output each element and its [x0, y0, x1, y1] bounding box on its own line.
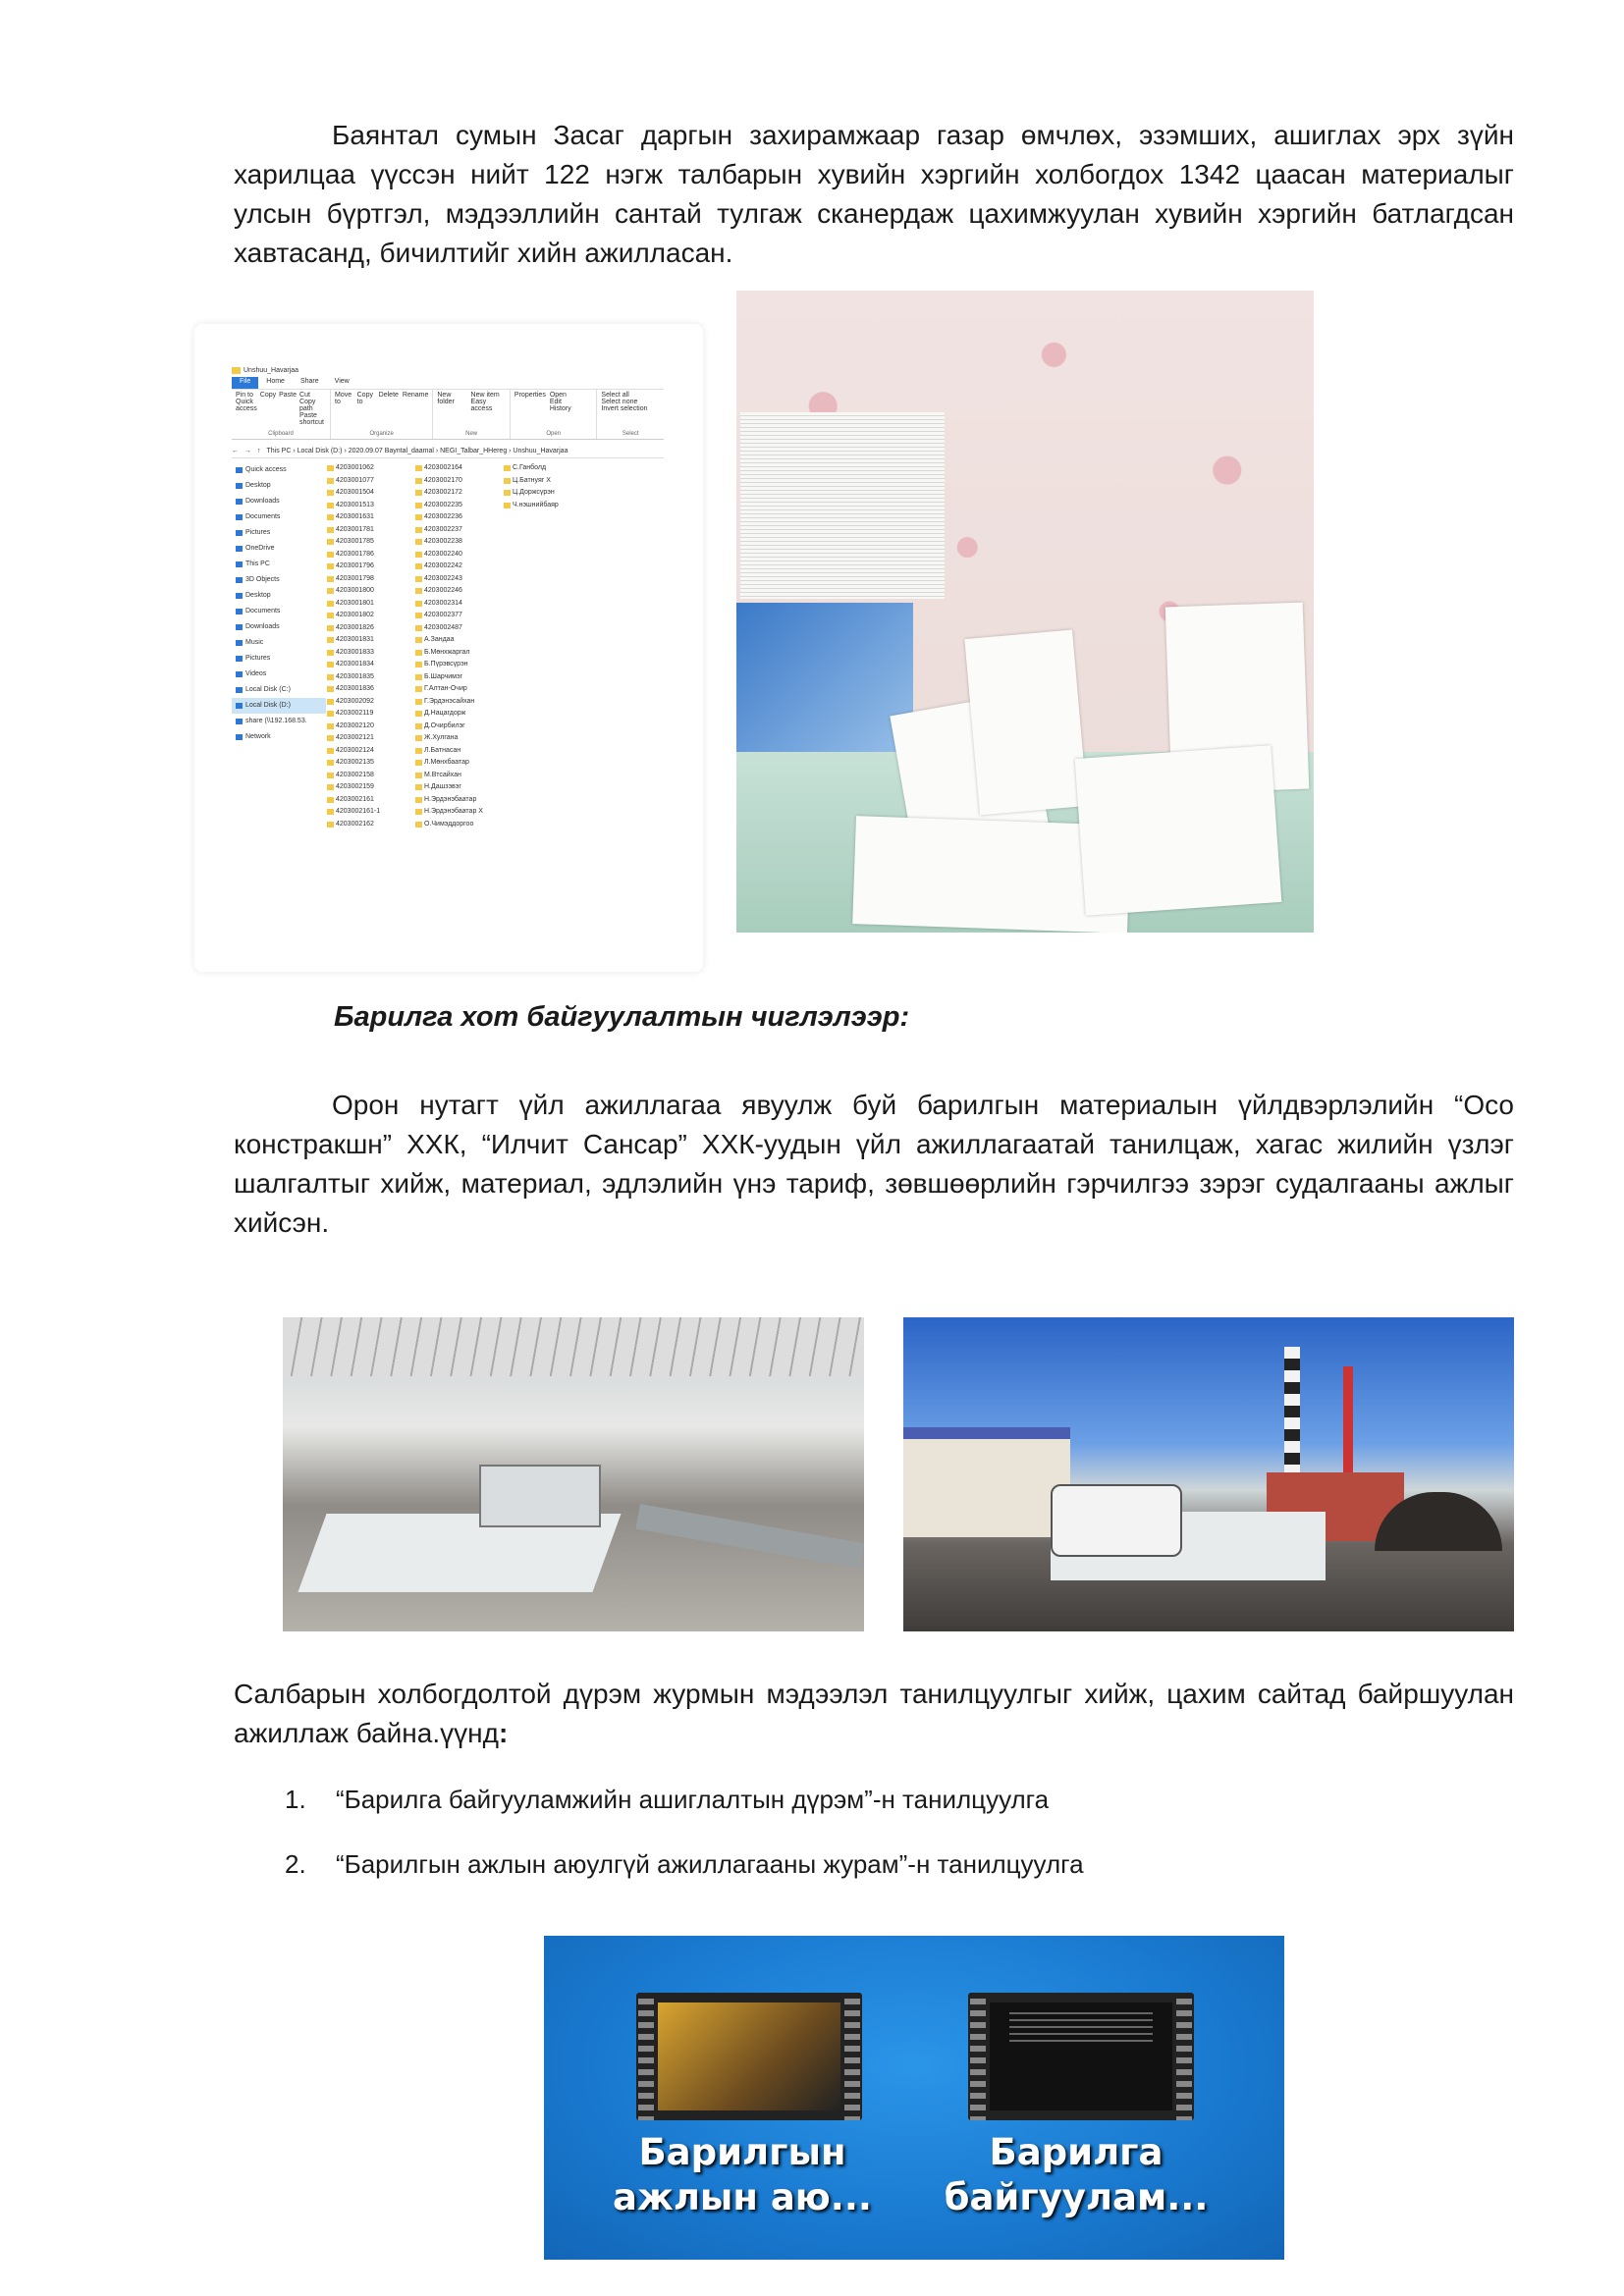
paragraph-3	[234, 1675, 1514, 1753]
folder-item[interactable]: С.Ганболд	[503, 462, 581, 475]
copy-to-button[interactable]: Copy to	[356, 392, 373, 405]
ribbon-tabs	[232, 377, 664, 390]
folder-item[interactable]: А.Зандаа	[414, 634, 493, 647]
car	[1051, 1484, 1182, 1557]
folder-item[interactable]: 4203002120	[326, 721, 405, 733]
folder-item[interactable]: Н.Эрдэнэбаатар	[414, 794, 493, 807]
video-thumbnail	[990, 2002, 1172, 2110]
nav-icon	[236, 593, 243, 599]
machine	[479, 1465, 601, 1527]
nav-icon	[236, 624, 243, 630]
nav-icon	[236, 499, 243, 505]
paste-shortcut-button[interactable]: Paste shortcut	[299, 412, 324, 426]
nav-item[interactable]	[232, 619, 326, 635]
folder-item[interactable]: Б.Мөнхжаргал	[414, 647, 493, 660]
nav-label: Downloads	[245, 623, 280, 630]
copy-button[interactable]: Copy	[259, 392, 277, 399]
nav-item[interactable]	[232, 698, 326, 714]
address-bar[interactable]	[232, 444, 664, 458]
nav-label: share (\\192.168.53.	[245, 718, 307, 724]
folder-item[interactable]: 4203002242	[414, 561, 493, 573]
video-file-icon[interactable]	[968, 1993, 1194, 2120]
nav-icon	[236, 483, 243, 489]
edit-button[interactable]: Edit	[549, 399, 562, 405]
nav-icon	[236, 609, 243, 614]
file-column-1	[326, 462, 405, 830]
file-explorer-window	[232, 363, 664, 964]
move-to-button[interactable]: Move to	[335, 392, 352, 405]
nav-label: 3D Objects	[245, 576, 280, 583]
ribbon	[232, 390, 664, 440]
desktop-icon-label[interactable]	[595, 2130, 890, 2220]
folder-item[interactable]: 4203002161	[326, 794, 405, 807]
folder-item[interactable]: 4203002487	[414, 622, 493, 635]
building	[903, 1427, 1070, 1537]
nav-icon	[236, 561, 243, 567]
document	[1075, 745, 1282, 916]
new-item-button[interactable]: New item	[470, 392, 500, 399]
folder-item[interactable]: Д.Очирбилэг	[414, 721, 493, 733]
nav-label: Pictures	[245, 655, 271, 662]
folder-item[interactable]: Г.Эрдэнэсайхан	[414, 696, 493, 709]
delete-button[interactable]: Delete	[378, 392, 399, 399]
nav-item[interactable]	[232, 462, 326, 478]
label-line: ажлын аю...	[613, 2176, 872, 2218]
address-path[interactable]: This PC › Local Disk (D:) › 2020.09.07 Bayntal_daamal › NEGI_Talbar_HHereg › Unshuu_Havarjaa	[266, 447, 568, 454]
paragraph-2	[234, 1086, 1514, 1243]
folder-item[interactable]: 4203002161-1	[326, 806, 405, 819]
easy-access-button[interactable]: Easy access	[470, 399, 493, 412]
intro-paragraph-text: Баянтал сумын Засаг даргын захирамжаар газар өмчлөх, эзэмших, ашиглах эрх зүйн харилцаа үүссэн нийт 122 нэгж талбарын хувийн хэргийн холбогдох 1342 цаасан материалыг улсын бүртгэл, мэдээллийн сантай тулгаж сканердаж цахимжуулан хувийн хэргийн батлагдсан хавтасанд, бичилтийг хийн ажилласан.	[234, 120, 1514, 268]
folder-item[interactable]: О.Чимэддоргоо	[414, 819, 493, 831]
folder-item[interactable]: Г.Алтан-Очир	[414, 683, 493, 696]
folder-icon	[232, 367, 241, 374]
nav-item[interactable]	[232, 541, 326, 557]
nav-icon	[236, 514, 243, 520]
folder-item[interactable]: Л.Мөнхбаатар	[414, 757, 493, 770]
forward-arrow-icon[interactable]: →	[244, 447, 251, 454]
folder-item[interactable]: 4203001833	[326, 647, 405, 660]
tab-file[interactable]: File	[232, 377, 258, 389]
paper-stack	[740, 412, 945, 599]
nav-item[interactable]	[232, 651, 326, 667]
folder-item[interactable]: 4203001834	[326, 659, 405, 671]
nav-icon	[236, 656, 243, 662]
folder-item[interactable]: Ц.Батнуяг Х	[503, 475, 581, 488]
back-arrow-icon[interactable]: ←	[232, 447, 239, 454]
nav-item[interactable]	[232, 557, 326, 572]
nav-label: Local Disk (C:)	[245, 686, 291, 693]
cut-button[interactable]: Cut	[299, 392, 310, 399]
up-arrow-icon[interactable]: ↑	[257, 447, 261, 454]
folder-item[interactable]: 4203002314	[414, 598, 493, 611]
folder-item[interactable]: Ц.Доржсүрэн	[503, 487, 581, 500]
folder-item[interactable]: Б.Пүрэвсүрэн	[414, 659, 493, 671]
invert-selection-button[interactable]: Invert selection	[601, 405, 648, 412]
explorer-body	[232, 458, 664, 830]
folder-item[interactable]: 4203002162	[326, 819, 405, 831]
select-none-button[interactable]: Select none	[601, 399, 638, 405]
history-button[interactable]: History	[549, 405, 571, 412]
folder-item[interactable]: 4203001504	[326, 487, 405, 500]
file-explorer-screenshot	[194, 324, 703, 972]
nav-icon	[236, 546, 243, 552]
folder-item[interactable]: 4203001836	[326, 683, 405, 696]
nav-label: Quick access	[245, 466, 287, 473]
file-list	[326, 458, 581, 830]
list-text: “Барилгын ажлын аюулгүй ажиллагааны журам”-н танилцуулга	[336, 1849, 1084, 1879]
tab-view[interactable]: View	[334, 378, 350, 385]
nav-label: Pictures	[245, 529, 271, 536]
label-line: Барилга	[989, 2131, 1164, 2173]
section-heading: Барилга хот байгуулалтын чиглэлээр:	[334, 1001, 910, 1033]
nav-label: This PC	[245, 561, 270, 567]
nav-icon	[236, 687, 243, 693]
video-thumbnail	[658, 2002, 840, 2110]
nav-item[interactable]	[232, 572, 326, 588]
nav-icon	[236, 734, 243, 740]
folder-item[interactable]: 4203002172	[414, 487, 493, 500]
folder-item[interactable]: 4203001631	[326, 511, 405, 524]
nav-label: Network	[245, 733, 271, 740]
folder-item[interactable]: 4203002240	[414, 549, 493, 561]
nav-item[interactable]	[232, 667, 326, 682]
nav-item[interactable]	[232, 635, 326, 651]
open-button[interactable]: Open	[549, 392, 567, 399]
tab-share[interactable]: Share	[299, 378, 319, 385]
tab-home[interactable]: Home	[266, 378, 285, 385]
folder-item[interactable]: Ж.Хулгана	[414, 732, 493, 745]
folder-item[interactable]: 4203002124	[326, 745, 405, 758]
film-strip	[1176, 1993, 1192, 2120]
rail	[636, 1504, 864, 1569]
chimney	[1284, 1347, 1300, 1484]
desktop-icon-label[interactable]	[929, 2130, 1223, 2220]
folder-item[interactable]: 4203001077	[326, 475, 405, 488]
group-label-organize: Organize	[369, 431, 394, 437]
paragraph-3-text: Салбарын холбогдолтой дүрэм журмын мэдээлэл танилцуулгыг хийж, цахим сайтад байршуулан ажиллаж байна.үүнд	[234, 1679, 1514, 1748]
folder-item[interactable]: 4203002237	[414, 524, 493, 537]
folder-item[interactable]: Б.Шарчимэг	[414, 671, 493, 684]
nav-icon	[236, 671, 243, 677]
folder-item[interactable]: 4203002119	[326, 708, 405, 721]
paragraph-3-colon: :	[498, 1718, 509, 1748]
film-strip	[970, 1993, 986, 2120]
folder-item[interactable]: 4203001798	[326, 573, 405, 586]
nav-item[interactable]	[232, 604, 326, 619]
file-column-2	[414, 462, 493, 830]
nav-item[interactable]	[232, 588, 326, 604]
folder-item[interactable]: 4203002243	[414, 573, 493, 586]
documents-photo	[736, 291, 1314, 933]
pin-quick-access-button[interactable]: Pin to Quick access	[236, 392, 257, 412]
nav-icon	[236, 577, 243, 583]
nav-icon	[236, 467, 243, 473]
group-label-open: Open	[546, 431, 561, 437]
nav-label: Local Disk (D:)	[245, 702, 291, 709]
folder-item[interactable]: Д.Нацагдорж	[414, 708, 493, 721]
folder-item[interactable]: 4203001513	[326, 500, 405, 512]
folder-item[interactable]: Л.Батнасан	[414, 745, 493, 758]
nav-item[interactable]	[232, 494, 326, 509]
rename-button[interactable]: Rename	[402, 392, 429, 399]
desktop-screenshot	[544, 1936, 1284, 2260]
paper-box	[736, 603, 913, 768]
copy-path-button[interactable]: Copy path	[299, 399, 316, 412]
label-line: байгуулам...	[944, 2176, 1209, 2218]
nav-icon	[236, 530, 243, 536]
folder-item[interactable]: 4203002238	[414, 536, 493, 549]
nav-label: Documents	[245, 513, 281, 520]
workshop-roof	[283, 1317, 864, 1376]
folder-item[interactable]: 4203002092	[326, 696, 405, 709]
folder-item[interactable]: Ч.нэшнийбаяр	[503, 500, 581, 512]
folder-item[interactable]: 4203001781	[326, 524, 405, 537]
paragraph-2-text: Орон нутагт үйл ажиллагаа явуулж буй барилгын материалын үйлдвэрлэлийн “Осо констракшн” ХХК, “Илчит Сансар” ХХК-уудын үйл ажиллагаатай танилцаж, хагас жилийн үзлэг шалгалтыг хийж, материал, эдлэлийн үнэ тариф, зөвшөөрлийн гэрчилгээ зэрэг судалгааны ажлыг хийсэн.	[234, 1090, 1514, 1238]
folder-item[interactable]: Н.Эрдэнэбаатар Х	[414, 806, 493, 819]
folder-item[interactable]: 4203002158	[326, 770, 405, 782]
folder-item[interactable]: 4203002236	[414, 511, 493, 524]
folder-item[interactable]: 4203001062	[326, 462, 405, 475]
folder-item[interactable]: Н.Дашзэвэг	[414, 781, 493, 794]
folder-item[interactable]: 4203002235	[414, 500, 493, 512]
ribbon-group-clipboard	[232, 390, 331, 439]
document	[964, 630, 1087, 816]
nav-label: OneDrive	[245, 545, 275, 552]
nav-item[interactable]	[232, 525, 326, 541]
folder-item[interactable]: 4203001801	[326, 598, 405, 611]
nav-item[interactable]	[232, 509, 326, 525]
nav-label: Music	[245, 639, 264, 646]
navigation-pane	[232, 458, 326, 830]
folder-item[interactable]: М.Втсайхан	[414, 770, 493, 782]
nav-label: Desktop	[245, 482, 271, 489]
folder-item[interactable]: 4203001800	[326, 585, 405, 598]
film-strip	[844, 1993, 860, 2120]
video-file-icon[interactable]	[636, 1993, 862, 2120]
ribbon-group-open	[511, 390, 597, 439]
factory-site-photo	[903, 1317, 1514, 1631]
chimney	[1343, 1366, 1353, 1484]
group-label-new: New	[465, 431, 478, 437]
nav-label: Documents	[245, 608, 281, 614]
ribbon-group-select	[597, 390, 664, 439]
nav-icon	[236, 640, 243, 646]
folder-item[interactable]: 4203002170	[414, 475, 493, 488]
label-line: Барилгын	[638, 2131, 846, 2173]
explorer-title: Unshuu_Havarjaa	[244, 366, 299, 374]
intro-paragraph	[234, 116, 1514, 273]
nav-item[interactable]	[232, 714, 326, 729]
folder-item[interactable]: 4203002135	[326, 757, 405, 770]
folder-item[interactable]: 4203002377	[414, 610, 493, 622]
folder-item[interactable]: 4203001802	[326, 610, 405, 622]
folder-item[interactable]: 4203001826	[326, 622, 405, 635]
properties-button[interactable]: Properties	[514, 392, 546, 399]
explorer-titlebar	[232, 363, 664, 377]
ribbon-group-new	[433, 390, 511, 439]
folder-item[interactable]: 4203001785	[326, 536, 405, 549]
select-all-button[interactable]: Select all	[601, 392, 629, 399]
list-number: 2.	[285, 1849, 306, 1879]
folder-item[interactable]: 4203001786	[326, 549, 405, 561]
list-text: “Барилга байгууламжийн ашиглалтын дүрэм”-н танилцуулга	[336, 1785, 1050, 1814]
nav-label: Downloads	[245, 498, 280, 505]
folder-item[interactable]: 4203002246	[414, 585, 493, 598]
folder-item[interactable]: 4203002159	[326, 781, 405, 794]
folder-item[interactable]: 4203002164	[414, 462, 493, 475]
workshop-photo	[283, 1317, 864, 1631]
file-column-3	[503, 462, 581, 830]
nav-item[interactable]	[232, 682, 326, 698]
folder-item[interactable]: 4203001831	[326, 634, 405, 647]
folder-item[interactable]: 4203001796	[326, 561, 405, 573]
new-folder-button[interactable]: New folder	[437, 392, 455, 405]
film-strip	[638, 1993, 654, 2120]
list-number: 1.	[285, 1785, 306, 1814]
ribbon-group-organize	[331, 390, 433, 439]
folder-item[interactable]: 4203002121	[326, 732, 405, 745]
nav-label: Videos	[245, 670, 267, 677]
nav-item[interactable]	[232, 478, 326, 494]
folder-item[interactable]: 4203001835	[326, 671, 405, 684]
group-label-select: Select	[622, 431, 639, 437]
paste-button[interactable]: Paste	[279, 392, 298, 399]
nav-label: Desktop	[245, 592, 271, 599]
nav-icon	[236, 703, 243, 709]
nav-item[interactable]	[232, 729, 326, 745]
group-label-clipboard: Clipboard	[268, 431, 294, 437]
nav-icon	[236, 719, 243, 724]
